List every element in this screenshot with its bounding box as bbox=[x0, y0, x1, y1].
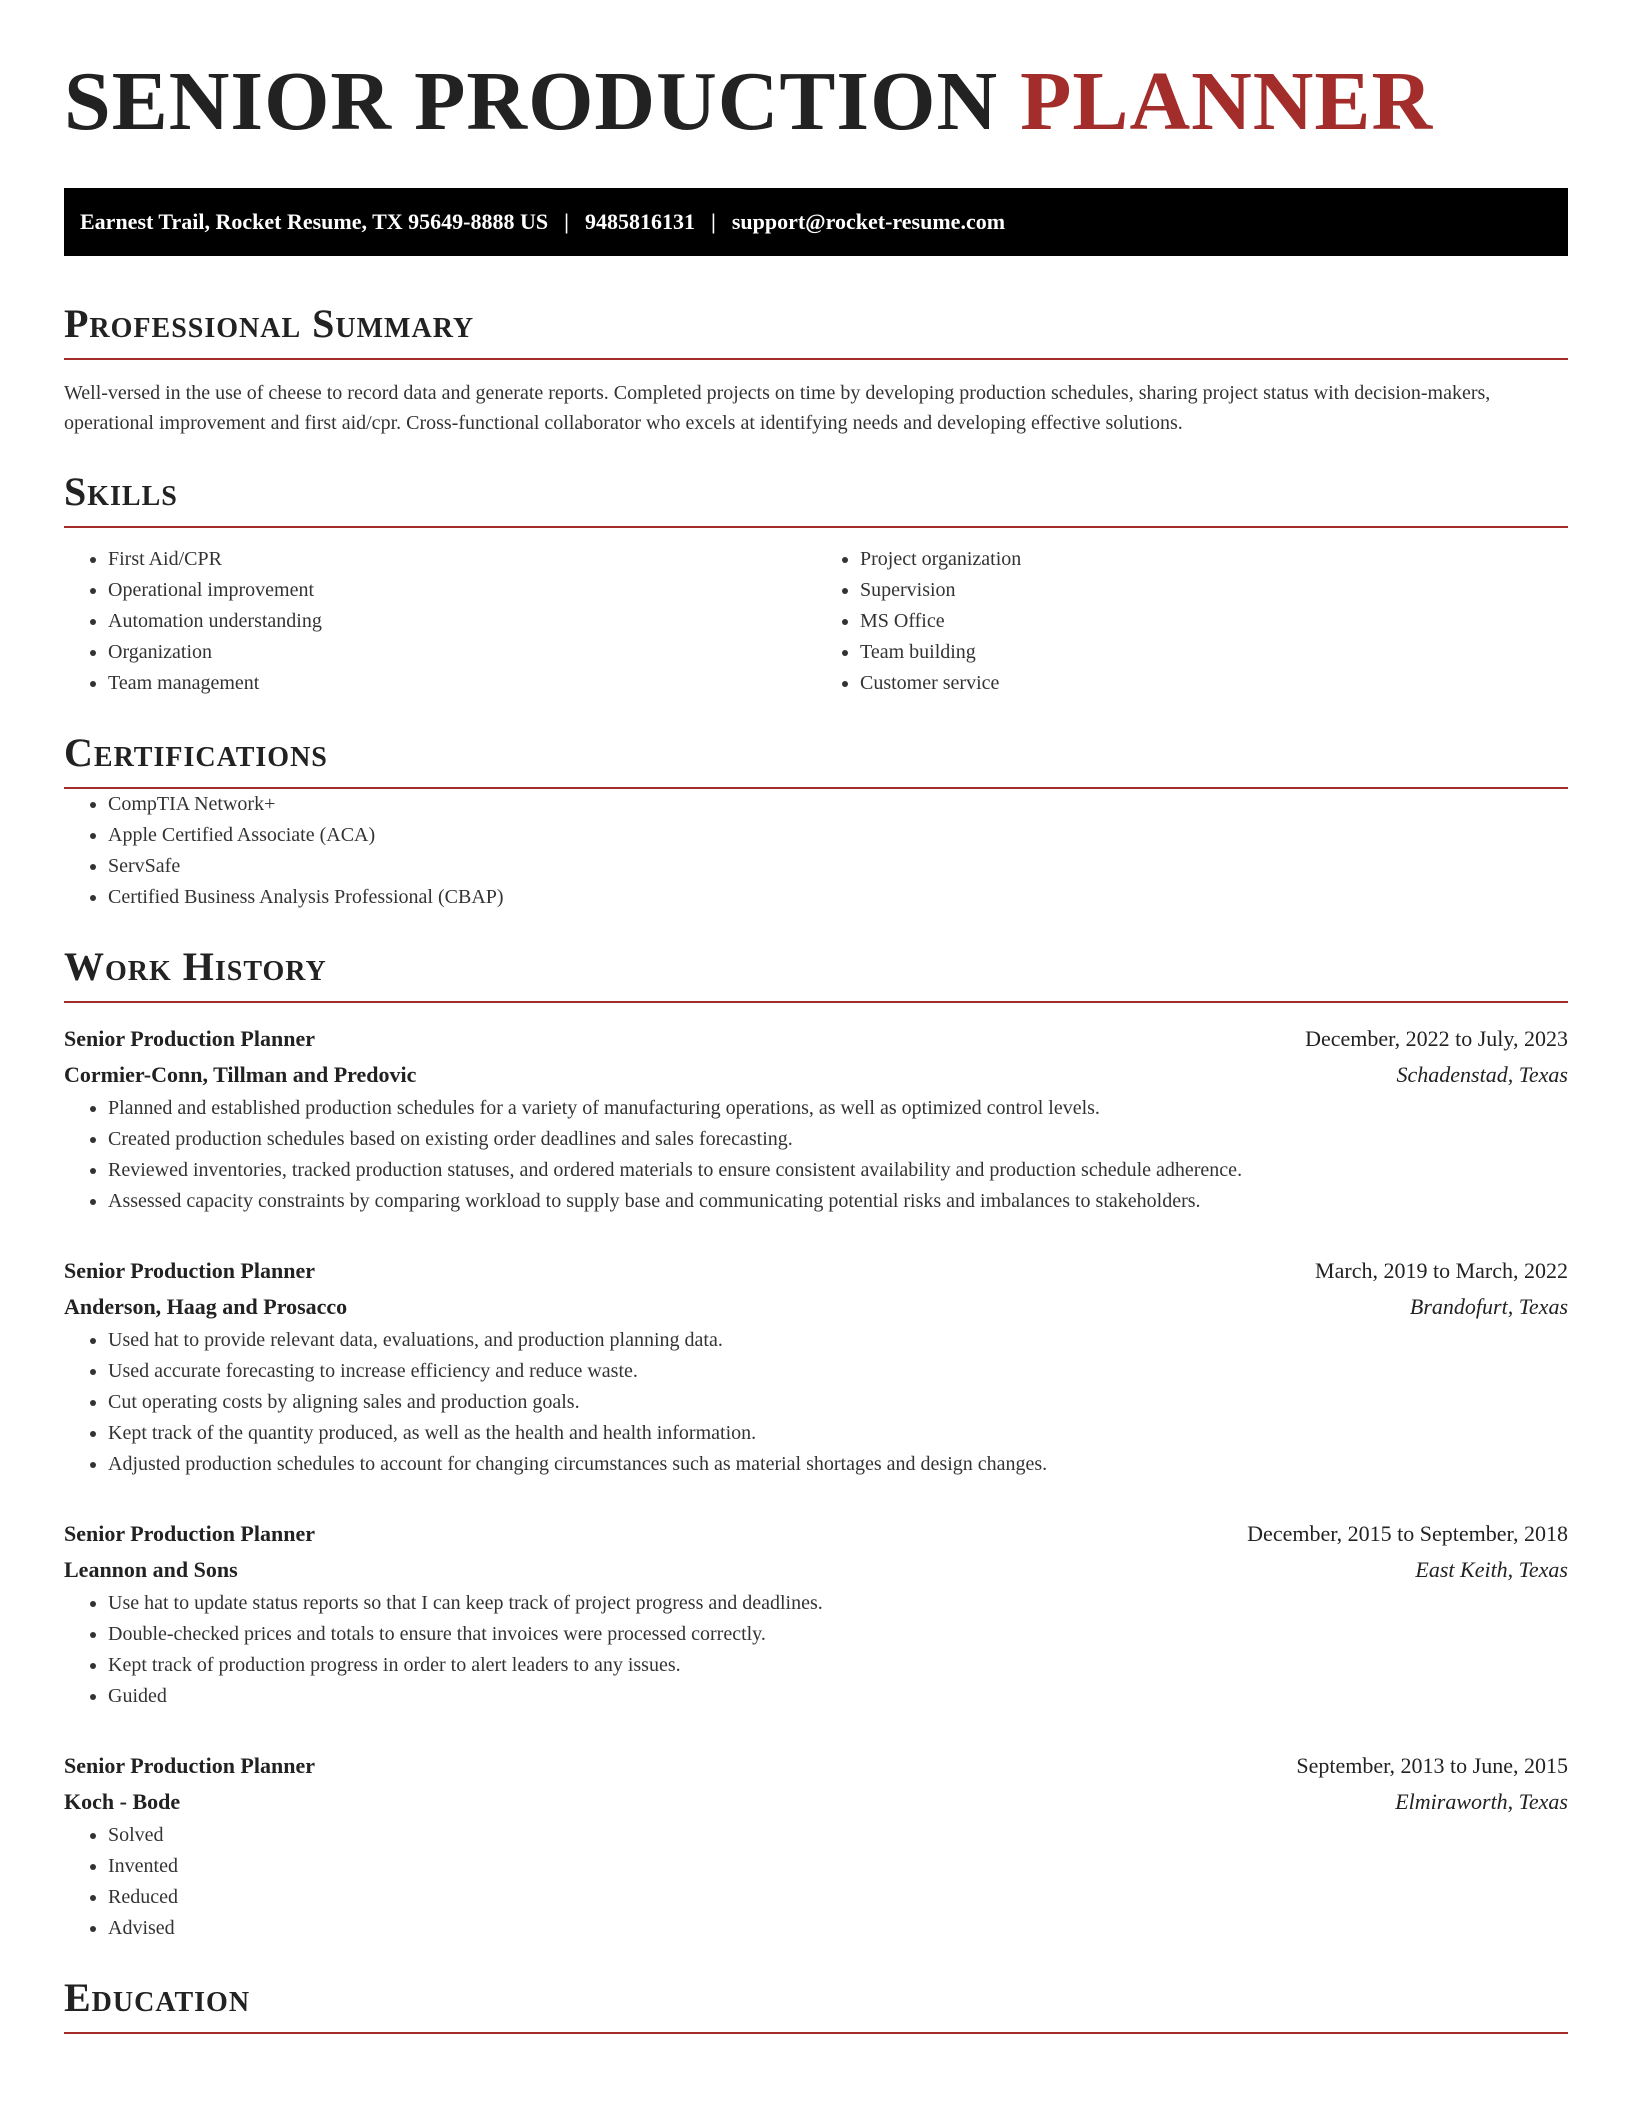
skill-item: • Supervision bbox=[860, 575, 1568, 606]
job-company: Koch - Bode bbox=[64, 1789, 181, 1814]
certifications-section bbox=[64, 729, 1568, 913]
skills-heading: Skills bbox=[64, 468, 1568, 528]
job-header-row bbox=[64, 1021, 1568, 1057]
skill-item: • Customer service bbox=[860, 668, 1568, 699]
job-dates: December, 2022 to July, 2023 bbox=[1305, 1026, 1568, 1051]
name-main: SENIOR PRODUCTION bbox=[64, 55, 999, 148]
job-bullet: • Created production schedules based on existing order deadlines and sales forecasting. bbox=[108, 1124, 1568, 1155]
skills-list-right bbox=[816, 544, 1568, 699]
resume-name bbox=[64, 55, 1568, 148]
job-header-row bbox=[64, 1516, 1568, 1552]
skill-item: • First Aid/CPR bbox=[108, 544, 816, 575]
skill-item: • Automation understanding bbox=[108, 606, 816, 637]
job-bullet: • Use hat to update status reports so that I can keep track of project progress and deadlines. bbox=[108, 1588, 1568, 1619]
skill-item: • Team management bbox=[108, 668, 816, 699]
job-title: Senior Production Planner bbox=[64, 1521, 315, 1546]
job-bullet: • Invented bbox=[108, 1851, 1568, 1882]
job-title: Senior Production Planner bbox=[64, 1258, 315, 1283]
education-section bbox=[64, 1974, 1568, 2034]
skills-column-right bbox=[816, 544, 1568, 699]
work-history-section bbox=[64, 943, 1568, 1944]
job-location: Brandofurt, Texas bbox=[1409, 1294, 1568, 1319]
job-dates: September, 2013 to June, 2015 bbox=[1296, 1753, 1568, 1778]
certifications-heading: Certifications bbox=[64, 729, 1568, 789]
job-bullet: • Guided bbox=[108, 1681, 1568, 1712]
contact-address: Earnest Trail, Rocket Resume, TX 95649-8888 US bbox=[80, 209, 549, 234]
skills-grid bbox=[64, 544, 1568, 699]
contact-separator: | bbox=[710, 209, 716, 234]
job-bullet-list bbox=[64, 1093, 1568, 1217]
skills-column-left bbox=[64, 544, 816, 699]
work-history-heading: Work History bbox=[64, 943, 1568, 1003]
skill-item: • Team building bbox=[860, 637, 1568, 668]
contact-email: support@rocket-resume.com bbox=[731, 209, 1006, 234]
job-company: Anderson, Haag and Prosacco bbox=[64, 1294, 348, 1319]
job-bullet: • Kept track of production progress in order to alert leaders to any issues. bbox=[108, 1650, 1568, 1681]
job-location: East Keith, Texas bbox=[1415, 1557, 1568, 1582]
skill-item: • Operational improvement bbox=[108, 575, 816, 606]
job-bullet: • Reduced bbox=[108, 1882, 1568, 1913]
contact-bar bbox=[64, 188, 1568, 256]
education-heading: Education bbox=[64, 1974, 1568, 2034]
job-bullet: • Double-checked prices and totals to ensure that invoices were processed correctly. bbox=[108, 1619, 1568, 1650]
job-dates: March, 2019 to March, 2022 bbox=[1315, 1258, 1568, 1283]
certification-item: • Certified Business Analysis Professional (CBAP) bbox=[108, 882, 1568, 913]
job-bullet: • Used hat to provide relevant data, evaluations, and production planning data. bbox=[108, 1325, 1568, 1356]
contact-phone: 9485816131 bbox=[584, 209, 695, 234]
job-bullet: • Assessed capacity constraints by comparing workload to supply base and communicating potential risks and imbalances to stakeholders. bbox=[108, 1186, 1568, 1217]
job-entry bbox=[64, 1021, 1568, 1217]
job-title: Senior Production Planner bbox=[64, 1753, 315, 1778]
skills-section bbox=[64, 468, 1568, 699]
job-title: Senior Production Planner bbox=[64, 1026, 315, 1051]
skills-list-left bbox=[64, 544, 816, 699]
job-entry bbox=[64, 1253, 1568, 1480]
job-bullet: • Advised bbox=[108, 1913, 1568, 1944]
job-bullet: • Planned and established production schedules for a variety of manufacturing operations, as well as optimized control levels. bbox=[108, 1093, 1568, 1124]
job-location: Schadenstad, Texas bbox=[1396, 1062, 1568, 1087]
job-company-row bbox=[64, 1784, 1568, 1820]
job-bullet-list bbox=[64, 1820, 1568, 1944]
job-company-row bbox=[64, 1289, 1568, 1325]
skill-item: • Organization bbox=[108, 637, 816, 668]
certification-item: • ServSafe bbox=[108, 851, 1568, 882]
job-dates: December, 2015 to September, 2018 bbox=[1247, 1521, 1568, 1546]
job-bullet: • Adjusted production schedules to account for changing circumstances such as material shortages and design changes. bbox=[108, 1449, 1568, 1480]
job-header-row bbox=[64, 1253, 1568, 1289]
job-company-row bbox=[64, 1057, 1568, 1093]
job-header-row bbox=[64, 1748, 1568, 1784]
skill-item: • MS Office bbox=[860, 606, 1568, 637]
job-location: Elmiraworth, Texas bbox=[1395, 1789, 1568, 1814]
certification-item: • Apple Certified Associate (ACA) bbox=[108, 820, 1568, 851]
job-bullet: • Used accurate forecasting to increase efficiency and reduce waste. bbox=[108, 1356, 1568, 1387]
certifications-list bbox=[64, 789, 1568, 913]
job-company-row bbox=[64, 1552, 1568, 1588]
job-bullet-list bbox=[64, 1325, 1568, 1480]
job-bullet: • Solved bbox=[108, 1820, 1568, 1851]
job-bullet-list bbox=[64, 1588, 1568, 1712]
skill-item: • Project organization bbox=[860, 544, 1568, 575]
job-company: Cormier-Conn, Tillman and Predovic bbox=[64, 1062, 417, 1087]
job-bullet: • Kept track of the quantity produced, as well as the health and health information. bbox=[108, 1418, 1568, 1449]
summary-heading: Professional Summary bbox=[64, 300, 1568, 360]
summary-text: Well-versed in the use of cheese to record data and generate reports. Completed projects on time by developing production schedules, sharing project status with decision-makers, operational improvement and first aid/cpr. Cross-functional collaborator who excels at identifying needs and developing effective solutions. bbox=[64, 382, 1491, 434]
certification-item: • CompTIA Network+ bbox=[108, 789, 1568, 820]
summary-section bbox=[64, 300, 1568, 438]
job-entry bbox=[64, 1748, 1568, 1944]
name-accent: PLANNER bbox=[1020, 55, 1434, 148]
job-bullet: • Reviewed inventories, tracked production statuses, and ordered materials to ensure consistent availability and production schedule adherence. bbox=[108, 1155, 1568, 1186]
job-entry bbox=[64, 1516, 1568, 1712]
job-company: Leannon and Sons bbox=[64, 1557, 238, 1582]
job-bullet: • Cut operating costs by aligning sales and production goals. bbox=[108, 1387, 1568, 1418]
contact-separator: | bbox=[564, 209, 569, 234]
